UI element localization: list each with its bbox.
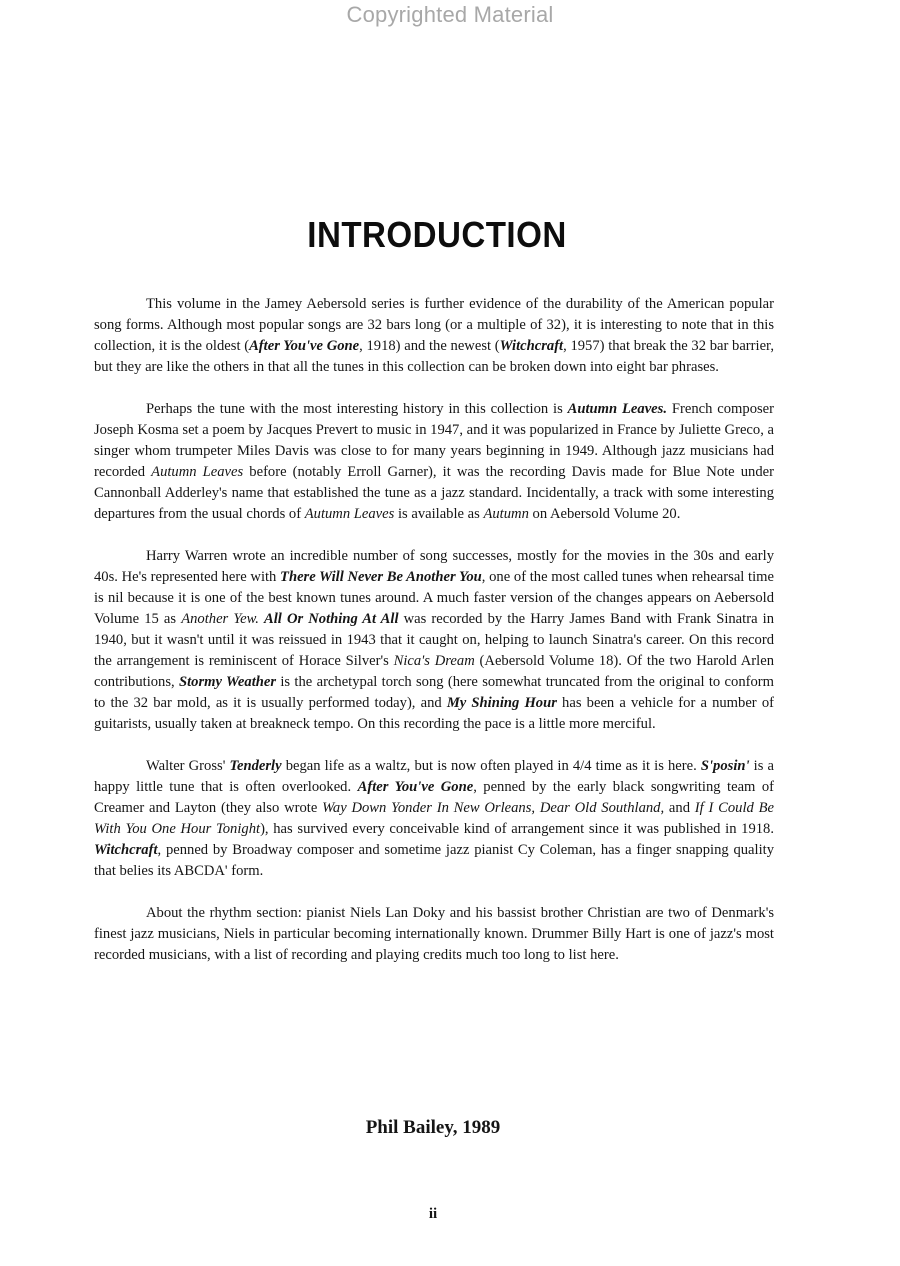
song-title: My Shining Hour [446, 695, 557, 711]
text-run: and [664, 800, 695, 816]
text-run: (Aebersold Volume 18). Of the two Harold Arlen contributions, [94, 653, 774, 690]
italic-text: Another Yew. [181, 611, 259, 627]
text-run: , penned by Broadway composer and sometime jazz pianist Cy Coleman, has a finger snapping quality that belies its ABCDA' form. [94, 842, 774, 879]
page-number: ii [428, 1206, 438, 1222]
text-run: was recorded by the Harry James Band with Frank Sinatra in 1940, but it wasn't until it was reissued in 1943 that it caught on, helping to launch Sinatra's career. On this record the arrangement is reminiscent of Horace Silver's [94, 611, 775, 669]
text-run: , one of the most called tunes when rehearsal time is nil because it is one of the best known tunes around. A much faster version of the changes appears on Aebersold Volume 15 as [94, 569, 774, 627]
song-title: There Will Never Be Another You [280, 569, 482, 585]
paragraph-2 [94, 399, 774, 525]
song-title: All Or Nothing At All [264, 611, 399, 627]
text-run: is the archetypal torch song (here somewhat truncated from the original to conform to the 32 bar mold, as it is usually performed today), and [94, 674, 774, 711]
text-run: is available as [394, 506, 484, 522]
text-run: has been a vehicle for a number of guitarists, usually taken at breakneck tempo. On this recording the pace is a little more merciful. [94, 695, 774, 732]
italic-text: Nica's Dream [393, 653, 475, 669]
song-title: Autumn Leaves. [567, 401, 667, 417]
text-run: Perhaps the tune with the most interesting history in this collection is [146, 401, 568, 417]
song-title: Witchcraft [499, 338, 564, 354]
paragraph-3 [94, 546, 774, 735]
italic-text: Way Down Yonder In New Orleans, Dear Old Southland, [322, 800, 665, 816]
introduction-body [94, 294, 774, 987]
text-run: Walter Gross' [146, 758, 230, 774]
author-signature: Phil Bailey, 1989 [365, 1117, 501, 1138]
song-title: After You've Gone [357, 779, 474, 795]
italic-text: Autumn Leaves [151, 464, 244, 480]
song-title: After You've Gone [249, 338, 360, 354]
text-run: French composer Joseph Kosma set a poem by Jacques Prevert to music in 1947, and it was popularized in France by Juliette Greco, a singer whom trumpeter Miles Davis was close to for many years beginning in 1949. Although jazz musicians had recorded [94, 401, 775, 480]
paragraph-1 [94, 294, 774, 378]
song-title: Stormy Weather [179, 674, 277, 690]
paragraph-5 [94, 903, 774, 966]
italic-text: Autumn [483, 506, 529, 522]
song-title: Witchcraft [94, 842, 158, 858]
text-run: , 1918) and the newest ( [359, 338, 500, 354]
text-run: About the rhythm section: pianist Niels Lan Doky and his bassist brother Christian are two of Denmark's finest jazz musicians, Niels in particular becoming internationally known. Drummer Billy Hart is one of jazz's most recorded musicians, with a list of recording and playing credits much too long to list here. [94, 905, 774, 963]
italic-text: If I Could Be With You One Hour Tonight [94, 800, 774, 837]
paragraph-4 [94, 756, 774, 882]
song-title: S'posin' [700, 758, 750, 774]
italic-text: Autumn Leaves [304, 506, 395, 522]
text-run: , penned by the early black songwriting team of Creamer and Layton (they also wrote [94, 779, 774, 816]
text-run: ), has survived every conceivable kind of arrangement since it was published in 1918. [260, 821, 775, 837]
text-run: before (notably Erroll Garner), it was the recording Davis made for Blue Note under Cannonball Adderley's name that established the tune as a jazz standard. Incidentally, a track with some interesting departures from the usual chords of [94, 464, 774, 522]
text-run: This volume in the Jamey Aebersold series is further evidence of the durability of the American popular song forms. Although most popular songs are 32 bars long (or a multiple of 32), it is interesting to note that in this collection, it is the oldest ( [94, 296, 774, 354]
copyright-watermark: Copyrighted Material [346, 2, 554, 27]
text-run: , 1957) that break the 32 bar barrier, but they are like the others in that all the tunes in this collection can be broken down into eight bar phrases. [94, 338, 774, 375]
page-title: INTRODUCTION [307, 214, 567, 256]
song-title: Tenderly [229, 758, 282, 774]
text-run: Harry Warren wrote an incredible number of song successes, mostly for the movies in the 30s and early 40s. He's represented here with [94, 548, 774, 585]
text-run: began life as a waltz, but is now often played in 4/4 time as it is here. [281, 758, 701, 774]
text-run: is a happy little tune that is often overlooked. [94, 758, 774, 795]
text-run: on Aebersold Volume 20. [528, 506, 681, 522]
